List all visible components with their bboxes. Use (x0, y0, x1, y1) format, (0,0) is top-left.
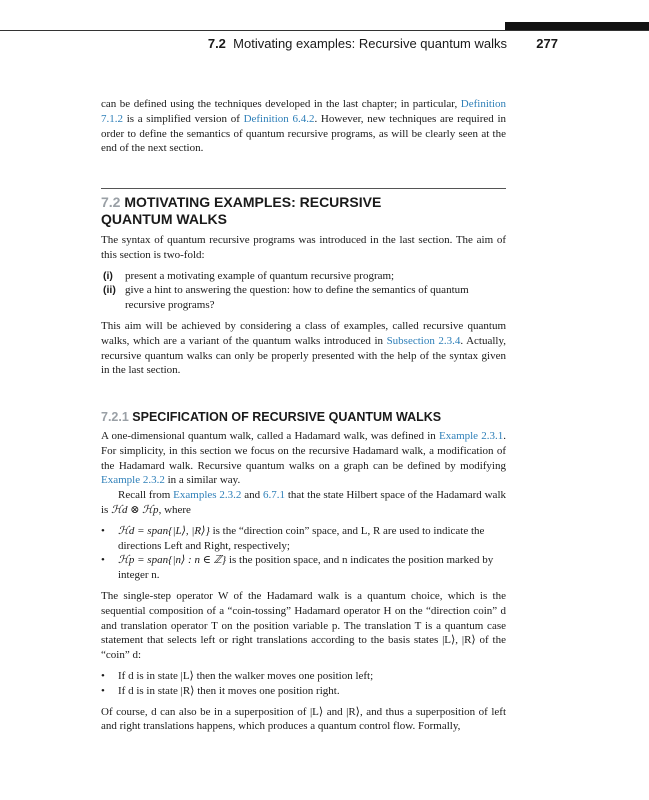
section-para2 (101, 319, 506, 378)
bullet-icon: • (101, 684, 105, 697)
section-para1: The syntax of quantum recursive programs was introduced in the last section. The aim of this section is two-fold: (101, 234, 506, 261)
running-header-section-number: 7.2 (207, 36, 226, 51)
list-text: is the position space, and n indicates the position marked by integer n. (118, 554, 494, 582)
para-text: Recall from (118, 489, 171, 502)
para-text: that the state Hilbert space of the Hadamard walk is (101, 489, 506, 516)
list-label: (i) (103, 269, 113, 282)
section-body (101, 233, 506, 378)
list-text: is the “direction coin” space, and L, R are used to indicate the directions Left and Right, respectively; (118, 524, 485, 552)
subsection-body (101, 429, 506, 734)
subsection-para2 (101, 488, 506, 518)
coin-space-math: ℋd = span{|L⟩, |R⟩} (118, 524, 210, 537)
list-text: present a motivating example of quantum recursive program; (125, 269, 395, 282)
section-divider (101, 188, 506, 189)
header-rule (0, 30, 649, 31)
list-item (101, 684, 506, 699)
running-header (0, 36, 649, 54)
list-text: If d is in state |L⟩ then the walker moves one position left; (118, 669, 374, 682)
subsection-para3: The single-step operator W of the Hadamard walk is a quantum choice, which is the sequential composition of a “coin-tossing” Hadamard operator H on the “direction coin” d and translation operator T on the position variable p. The translation T is a quantum case statement that selects left or right translations according to the basis states |L⟩, |R⟩ of the “coin” d: (101, 589, 506, 662)
subsection-para4: Of course, d can also be in a superposition of |L⟩ and |R⟩, and thus a superposition of left and right translations happens, which produces a quantum control flow. Formally, (101, 705, 506, 733)
intro-text: can be defined using the techniques developed in the last chapter; in particular, (101, 98, 458, 110)
examples-2-3-2-link[interactable]: Examples 2.3.2 (173, 489, 242, 502)
subsection-heading (101, 409, 506, 425)
list-item (101, 269, 506, 284)
position-space-math: ℋp = span{|n⟩ : n ∈ ℤ} (118, 554, 227, 567)
subsection-title: SPECIFICATION OF RECURSIVE QUANTUM WALKS (132, 410, 442, 424)
para-text: . Actually, recursive quantum walks can only be properly presented with the help of the syntax given in the last section. (101, 334, 506, 377)
tensor-space-math: ℋd ⊗ ℋp (111, 503, 159, 516)
list-label: (ii) (103, 284, 116, 297)
para-text: This aim will be achieved by considering a class of examples, called recursive quantum walks, which are a variant of the quantum walks introduced in (101, 319, 506, 347)
para-text: and (244, 489, 261, 502)
bullet-icon: • (101, 524, 105, 537)
list-item (101, 524, 506, 554)
list-text: If d is in state |R⟩ then it moves one position right. (118, 684, 340, 697)
intro-text: is a simplified version of (126, 112, 240, 125)
bullet-icon: • (101, 669, 105, 682)
list-item (101, 283, 506, 313)
section-heading (101, 194, 506, 228)
para-text: . For simplicity, in this section we focus on the recursive Hadamard walk, a modification of the Hadamard walk. Recursive quantum walks on a graph can be defined by modifying (101, 430, 506, 472)
para-text: in a similar way. (167, 474, 241, 487)
section-number: 7.2 (101, 194, 121, 210)
running-header-title (208, 36, 507, 51)
subsection-number: 7.2.1 (101, 410, 129, 424)
definition-6-4-2-link[interactable]: Definition 6.4.2 (243, 112, 315, 125)
aims-list (101, 269, 506, 313)
intro-paragraph (101, 97, 506, 156)
para-text: A one-dimensional quantum walk, called a Hadamard walk, was defined in (101, 430, 436, 442)
subsection-para1 (101, 429, 506, 488)
definition-7-1-2-link[interactable]: Definition 7.1.2 (101, 98, 507, 125)
running-header-section-title: Motivating examples: Recursive quantum walks (233, 36, 507, 51)
example-2-3-1-link[interactable]: Example 2.3.1 (438, 430, 504, 442)
list-item (101, 669, 506, 684)
space-list (101, 524, 506, 583)
example-6-7-1-link[interactable]: 6.7.1 (262, 489, 285, 502)
section-title-line2: QUANTUM WALKS (101, 211, 227, 227)
translation-list (101, 669, 506, 699)
list-item (101, 553, 506, 583)
para-text: , where (158, 503, 191, 516)
section-title-line1: MOTIVATING EXAMPLES: RECURSIVE (124, 194, 382, 210)
page-number: 277 (536, 36, 558, 51)
bullet-icon: • (101, 554, 105, 567)
list-text: give a hint to answering the question: how to define the semantics of quantum recursive programs? (125, 284, 469, 312)
example-2-3-2-link[interactable]: Example 2.3.2 (101, 474, 165, 487)
subsection-2-3-4-link[interactable]: Subsection 2.3.4 (386, 334, 461, 347)
intro-text: . However, new techniques are required in order to define the semantics of quantum recursive programs, as will be clearly seen at the end of the next section. (101, 112, 507, 155)
